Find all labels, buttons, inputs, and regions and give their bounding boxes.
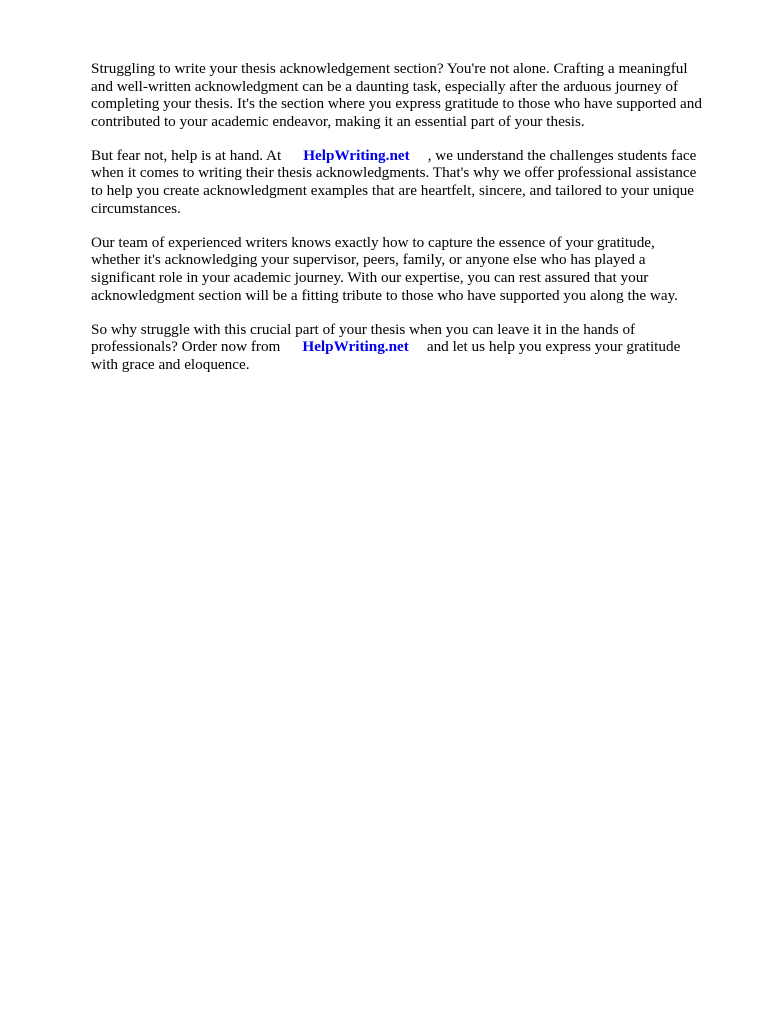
paragraph-2-line-4: circumstances. xyxy=(91,199,181,217)
paragraph-4-line-1: So why struggle with this crucial part of your thesis when you can leave it in the hands of xyxy=(91,320,636,338)
paragraph-1-line-2: and well-written acknowledgment can be a daunting task, especially after the arduous journey of xyxy=(91,77,679,95)
paragraph-2-line-2: when it comes to writing their thesis acknowledgments. That's why we offer professional assistance xyxy=(91,164,697,182)
paragraph-2 xyxy=(91,147,731,217)
paragraph-2-line-3: to help you create acknowledgment examples that are heartfelt, sincere, and tailored to your unique xyxy=(91,182,695,200)
document-body xyxy=(91,60,731,390)
paragraph-4-line-3: with grace and eloquence. xyxy=(91,355,250,373)
paragraph-4 xyxy=(91,321,731,374)
paragraph-3-line-4: acknowledgment section will be a fitting tribute to those who have supported you along the way. xyxy=(91,286,678,304)
helpwriting-link-2[interactable]: HelpWriting.net xyxy=(302,338,409,356)
paragraph-1-line-3: completing your thesis. It's the section where you express gratitude to those who have supported and xyxy=(91,95,702,113)
helpwriting-link-1[interactable]: HelpWriting.net xyxy=(303,146,410,164)
paragraph-2-line-1-end: , we understand the challenges students face xyxy=(427,146,697,164)
paragraph-1 xyxy=(91,60,731,130)
paragraph-3 xyxy=(91,234,731,304)
paragraph-3-line-3: significant role in your academic journey. With our expertise, you can rest assured that your xyxy=(91,268,649,286)
paragraph-1-line-4: contributed to your academic endeavor, making it an essential part of your thesis. xyxy=(91,112,585,130)
paragraph-2-line-1-start: But fear not, help is at hand. At xyxy=(91,146,282,164)
paragraph-4-line-2-end: and let us help you express your gratitude xyxy=(426,338,681,356)
paragraph-1-line-1: Struggling to write your thesis acknowledgement section? You're not alone. Crafting a meaningful xyxy=(91,60,688,77)
paragraph-4-line-2-start: professionals? Order now from xyxy=(91,338,281,356)
paragraph-3-line-2: whether it's acknowledging your supervisor, peers, family, or anyone else who has played a xyxy=(91,251,646,269)
paragraph-3-line-1: Our team of experienced writers knows exactly how to capture the essence of your gratitude, xyxy=(91,233,655,251)
